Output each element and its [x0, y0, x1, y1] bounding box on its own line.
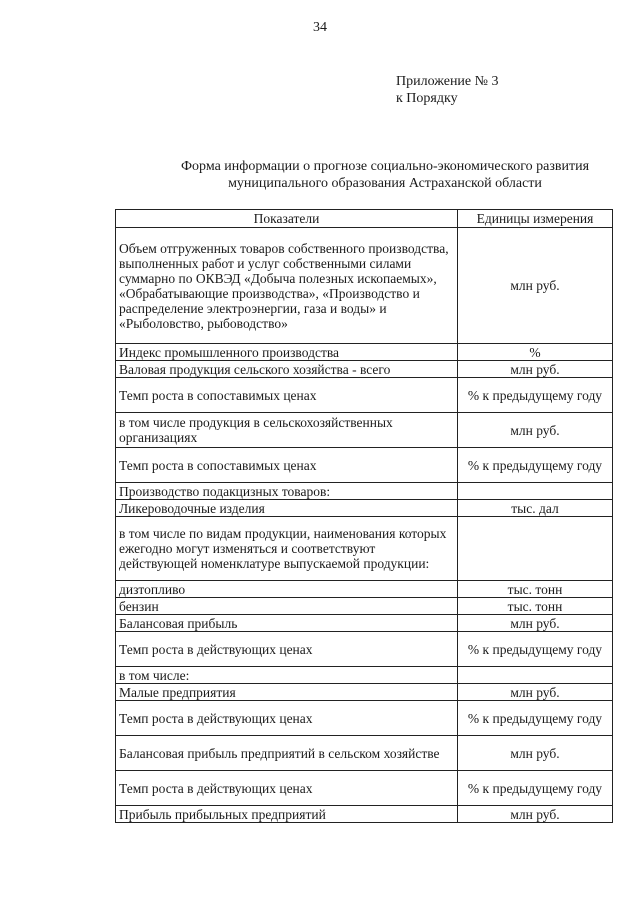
unit-cell: млн руб. — [458, 684, 613, 701]
form-title-line-1: Форма информации о прогнозе социально-экономического развития — [180, 159, 590, 174]
unit-cell: млн руб. — [458, 413, 613, 448]
indicators-table — [115, 209, 613, 823]
unit-cell: млн руб. — [458, 615, 613, 632]
unit-cell: тыс. тонн — [458, 598, 613, 615]
unit-cell: % к предыдущему году — [458, 448, 613, 483]
indicator-cell: Балансовая прибыль — [116, 615, 458, 632]
indicator-cell: Индекс промышленного производства — [116, 344, 458, 361]
table-row — [116, 615, 613, 632]
table-row — [116, 378, 613, 413]
indicator-cell: в том числе по видам продукции, наименования которых ежегодно могут изменяться и соответствуют действующей номенклатуре выпускаемой продукции: — [116, 517, 458, 581]
unit-cell — [458, 483, 613, 500]
table-row — [116, 500, 613, 517]
form-title-line-2: муниципального образования Астраханской области — [228, 176, 542, 191]
table-row — [116, 632, 613, 667]
unit-cell: % к предыдущему году — [458, 701, 613, 736]
indicator-cell: Производство подакцизных товаров: — [116, 483, 458, 500]
header-indicators: Показатели — [116, 210, 458, 228]
table-row — [116, 361, 613, 378]
unit-cell: % к предыдущему году — [458, 632, 613, 667]
unit-cell: % к предыдущему году — [458, 378, 613, 413]
table-row — [116, 701, 613, 736]
indicator-cell: Темп роста в сопоставимых ценах — [116, 378, 458, 413]
indicator-cell: Малые предприятия — [116, 684, 458, 701]
indicator-cell: в том числе продукция в сельскохозяйственных организациях — [116, 413, 458, 448]
table-row — [116, 413, 613, 448]
unit-cell: % к предыдущему году — [458, 771, 613, 806]
table-header-row — [116, 210, 613, 228]
table-row — [116, 736, 613, 771]
table-row — [116, 771, 613, 806]
unit-cell: млн руб. — [458, 361, 613, 378]
table-row — [116, 517, 613, 581]
indicator-cell: дизтопливо — [116, 581, 458, 598]
table-row — [116, 598, 613, 615]
table-row — [116, 228, 613, 344]
form-title — [150, 158, 620, 192]
table-row — [116, 448, 613, 483]
indicator-cell: бензин — [116, 598, 458, 615]
indicator-cell: Балансовая прибыль предприятий в сельском хозяйстве — [116, 736, 458, 771]
unit-cell: млн руб. — [458, 736, 613, 771]
indicator-cell: Темп роста в действующих ценах — [116, 632, 458, 667]
indicator-cell: в том числе: — [116, 667, 458, 684]
unit-cell — [458, 517, 613, 581]
unit-cell: тыс. дал — [458, 500, 613, 517]
table-row — [116, 684, 613, 701]
indicator-cell: Валовая продукция сельского хозяйства - всего — [116, 361, 458, 378]
header-units: Единицы измерения — [458, 210, 613, 228]
table-row — [116, 483, 613, 500]
appendix-label — [396, 73, 499, 107]
table-row — [116, 344, 613, 361]
appendix-number: Приложение № 3 — [396, 74, 499, 89]
appendix-reference: к Порядку — [396, 91, 458, 106]
table-row — [116, 806, 613, 823]
table-row — [116, 667, 613, 684]
indicator-cell: Темп роста в действующих ценах — [116, 771, 458, 806]
unit-cell: млн руб. — [458, 806, 613, 823]
unit-cell — [458, 667, 613, 684]
indicator-cell: Темп роста в действующих ценах — [116, 701, 458, 736]
indicator-cell: Объем отгруженных товаров собственного производства, выполненных работ и услуг собственными силами суммарно по ОКВЭД «Добыча полезных ископаемых», «Обрабатывающие производства», «Производство и распределение электроэнергии, газа и воды» и «Рыболовство, рыбоводство» — [116, 228, 458, 344]
indicator-cell: Темп роста в сопоставимых ценах — [116, 448, 458, 483]
unit-cell: % — [458, 344, 613, 361]
unit-cell: тыс. тонн — [458, 581, 613, 598]
indicator-cell: Прибыль прибыльных предприятий — [116, 806, 458, 823]
unit-cell: млн руб. — [458, 228, 613, 344]
table-row — [116, 581, 613, 598]
indicator-cell: Ликероводочные изделия — [116, 500, 458, 517]
page-number: 34 — [313, 20, 327, 35]
